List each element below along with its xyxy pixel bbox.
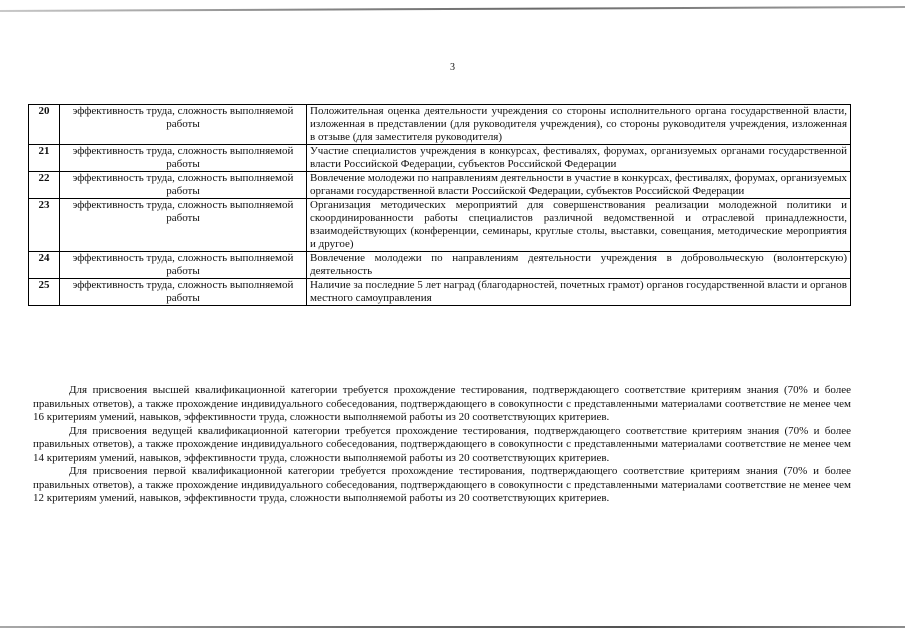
row-number: 20 — [29, 105, 60, 145]
row-number: 22 — [29, 172, 60, 199]
row-criterion: эффективность труда, сложность выполняемой работы — [60, 252, 307, 279]
criteria-table — [28, 104, 851, 306]
row-description: Организация методических мероприятий для совершенствования реализации молодежной политики и скоординированности работы специалистов различной ведомственной и отраслевой принадлежности, взаимодействующих (конференции, семинары, круглые столы, выставки, совещания, методические мероприятия и другое) — [307, 199, 851, 252]
paragraph-leading-category: Для присвоения ведущей квалификационной категории требуется прохождение тестирования, подтверждающего соответствие критериям знания (70% и более правильных ответов), а также прохождение индивидуального собеседования, подтверждающего в совокупности с представленными материалами соответствие не менее чем 14 критериям умений, навыков, эффективности труда, сложности выполняемой работы из 20 соответствующих критериев. — [33, 424, 851, 464]
row-number: 24 — [29, 252, 60, 279]
scan-edge-top — [0, 6, 905, 12]
row-criterion: эффективность труда, сложность выполняемой работы — [60, 105, 307, 145]
paragraph-highest-category: Для присвоения высшей квалификационной категории требуется прохождение тестирования, подтверждающего соответствие критериям знания (70% и более правильных ответов), а также прохождение индивидуального собеседования, подтверждающего в совокупности с представленными материалами соответствие не менее чем 16 критериям умений, навыков, эффективности труда, сложности выполняемой работы из 20 соответствующих критериев. — [33, 384, 851, 423]
table-row — [29, 172, 851, 199]
row-criterion: эффективность труда, сложность выполняемой работы — [60, 279, 307, 306]
row-number: 23 — [29, 199, 60, 252]
row-description: Вовлечение молодежи по направлениям деятельности учреждения в добровольческую (волонтерскую) деятельность — [307, 252, 851, 279]
row-number: 25 — [29, 279, 60, 306]
paragraph-first-category: Для присвоения первой квалификационной категории требуется прохождение тестирования, подтверждающего соответствие критериям знания (70% и более правильных ответов), а также прохождение индивидуального собеседования, подтверждающего в совокупности с представленными материалами соответствие не менее чем 12 критериям умений, навыков, эффективности труда, сложности выполняемой работы из 20 соответствующих критериев. — [33, 465, 851, 504]
table-row — [29, 199, 851, 252]
row-criterion: эффективность труда, сложность выполняемой работы — [60, 172, 307, 199]
table-row — [29, 252, 851, 279]
body-text — [33, 384, 851, 506]
table-row — [29, 145, 851, 172]
row-description: Вовлечение молодежи по направлениям деятельности в участие в конкурсах, фестивалях, форумах, организуемых органами государственной власти Российской Федерации, субъектов Российской Федерации — [307, 172, 851, 199]
row-criterion: эффективность труда, сложность выполняемой работы — [60, 145, 307, 172]
row-number: 21 — [29, 145, 60, 172]
scan-edge-bottom — [0, 626, 905, 628]
row-description: Положительная оценка деятельности учреждения со стороны исполнительного органа государственной власти, изложенная в представлении (для руководителя учреждения), со стороны руководителя учреждения, изложенная в отзыве (для заместителя руководителя) — [307, 105, 851, 145]
page-number: 3 — [450, 62, 455, 73]
row-criterion: эффективность труда, сложность выполняемой работы — [60, 199, 307, 252]
row-description: Участие специалистов учреждения в конкурсах, фестивалях, форумах, организуемых органами государственной власти Российской Федерации, субъектов Российской Федерации — [307, 145, 851, 172]
row-description: Наличие за последние 5 лет наград (благодарностей, почетных грамот) органов государственной власти и органов местного самоуправления — [307, 279, 851, 306]
table-row — [29, 279, 851, 306]
table-row — [29, 105, 851, 145]
